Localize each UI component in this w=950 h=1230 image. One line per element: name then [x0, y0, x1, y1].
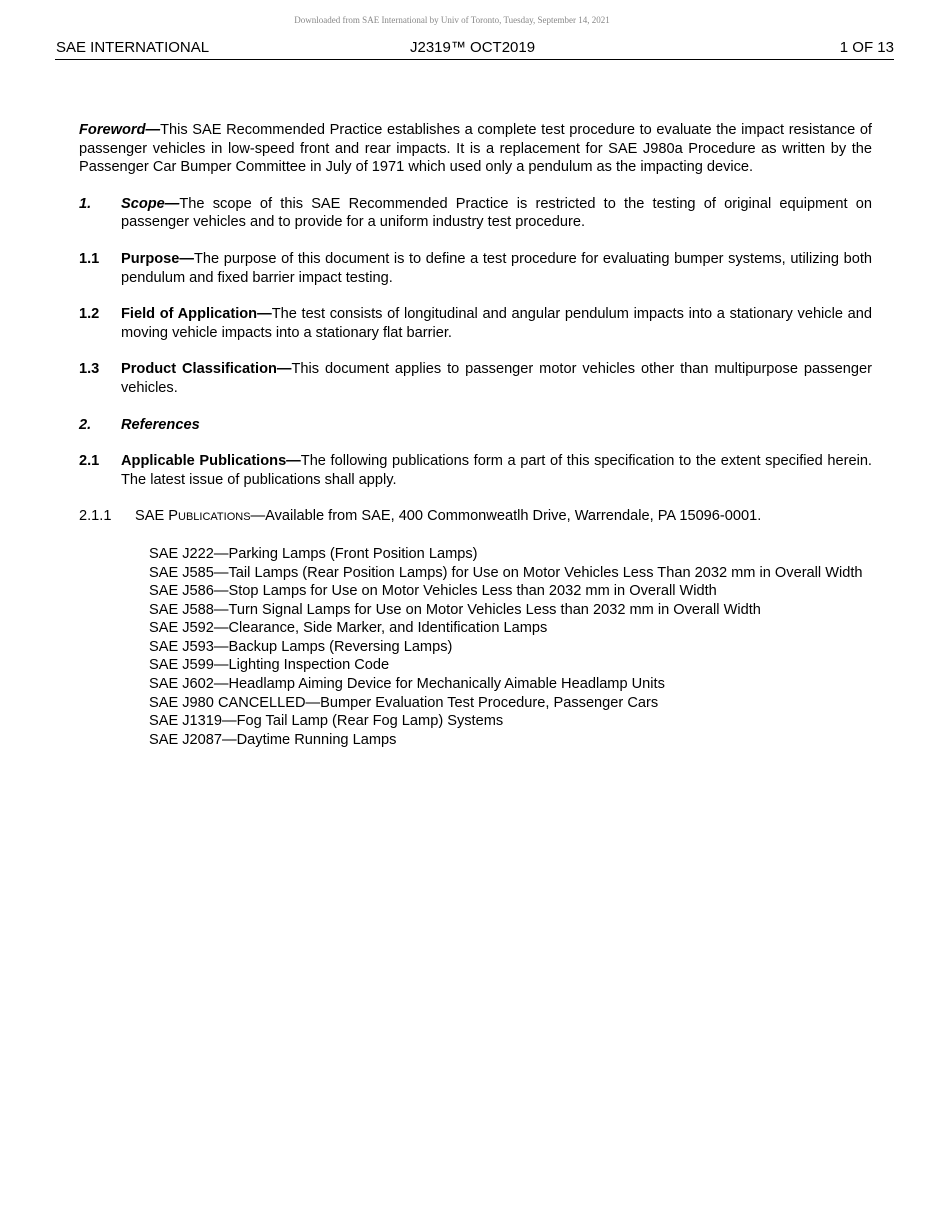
reference-item: SAE J599—Lighting Inspection Code [149, 657, 390, 674]
header-organization: SAE INTERNATIONAL [56, 39, 210, 56]
header-document-id: J2319™ OCT2019 [410, 39, 536, 56]
reference-item: SAE J222—Parking Lamps (Front Position Lamps) [149, 545, 478, 562]
header-page-number: 1 OF 13 [839, 39, 894, 56]
section-sae-publications [79, 507, 872, 527]
reference-item: SAE J585—Tail Lamps (Rear Position Lamps) for Use on Motor Vehicles Less Than 2032 mm in Overall Width [149, 564, 863, 581]
section-product-classification [79, 360, 872, 397]
reference-item: SAE J2087—Daytime Running Lamps [149, 731, 397, 748]
section-number: 1.2 [79, 306, 100, 323]
section-number: 2.1.1 [79, 508, 112, 525]
section-title: Applicable Publications— [121, 453, 301, 470]
section-number: 2.1 [79, 453, 100, 470]
section-applicable-publications [79, 452, 872, 489]
reference-item: SAE J588—Turn Signal Lamps for Use on Motor Vehicles Less than 2032 mm in Overall Width [149, 601, 761, 618]
foreword [79, 121, 872, 177]
foreword-text: This SAE Recommended Practice establishes a complete test procedure to evaluate the impact resistance of passenger vehicles in low-speed front and rear impacts. It is a replacement for SAE J980a Procedure as written by the Passenger Car Bumper Committee in July of 1971 which used only a pendulum as the impacting device. [79, 122, 872, 176]
section-text: This document applies to passenger motor vehicles other than multipurpose passenger vehicles. [121, 361, 872, 396]
page-header [55, 38, 894, 60]
section-field-of-application [79, 305, 872, 342]
section-text: The purpose of this document is to define a test procedure for evaluating bumper systems, utilizing both pendulum and fixed barrier impact testing. [121, 250, 872, 286]
reference-item: SAE J602—Headlamp Aiming Device for Mechanically Aimable Headlamp Units [149, 676, 665, 693]
download-watermark: Downloaded from SAE International by Univ of Toronto, Tuesday, September 14, 2021 [294, 15, 610, 25]
reference-item: SAE J980 CANCELLED—Bumper Evaluation Test Procedure, Passenger Cars [149, 694, 659, 711]
section-text: The test consists of longitudinal and angular pendulum impacts into a stationary vehicle and moving vehicle impacts into a stationary flat barrier. [121, 306, 872, 341]
section-text: The following publications form a part of this specification to the extent specified herein. The latest issue of publications shall apply. [121, 453, 872, 488]
section-text: The scope of this SAE Recommended Practice is restricted to the testing of original equipment on passenger vehicles and to provide for a uniform industry test procedure. [121, 195, 872, 231]
section-title: Product Classification— [121, 361, 292, 378]
section-scope [79, 195, 872, 232]
reference-item: SAE J593—Backup Lamps (Reversing Lamps) [149, 638, 453, 655]
section-number: 1. [79, 195, 92, 212]
section-text: —Available from SAE, 400 Commonweatlh Drive, Warrendale, PA 15096-0001. [250, 508, 762, 525]
section-references [79, 416, 872, 435]
section-title: References [121, 416, 200, 433]
section-title: Purpose— [121, 250, 194, 267]
reference-item: SAE J592—Clearance, Side Marker, and Identification Lamps [149, 620, 548, 637]
document-body [79, 121, 872, 749]
reference-item: SAE J586—Stop Lamps for Use on Motor Vehicles Less than 2032 mm in Overall Width [149, 583, 717, 600]
section-purpose [79, 250, 872, 287]
section-title-prefix: SAE P [135, 508, 178, 525]
section-number: 1.3 [79, 361, 100, 378]
reference-list [149, 545, 872, 750]
section-title: Field of Application— [121, 306, 272, 323]
section-title-smallcaps: UBLICATIONS [178, 511, 251, 524]
foreword-title: Foreword— [79, 122, 161, 138]
reference-item: SAE J1319—Fog Tail Lamp (Rear Fog Lamp) Systems [149, 713, 504, 730]
section-number: 2. [79, 416, 92, 433]
section-number: 1.1 [79, 250, 100, 267]
section-title: Scope— [121, 195, 180, 212]
